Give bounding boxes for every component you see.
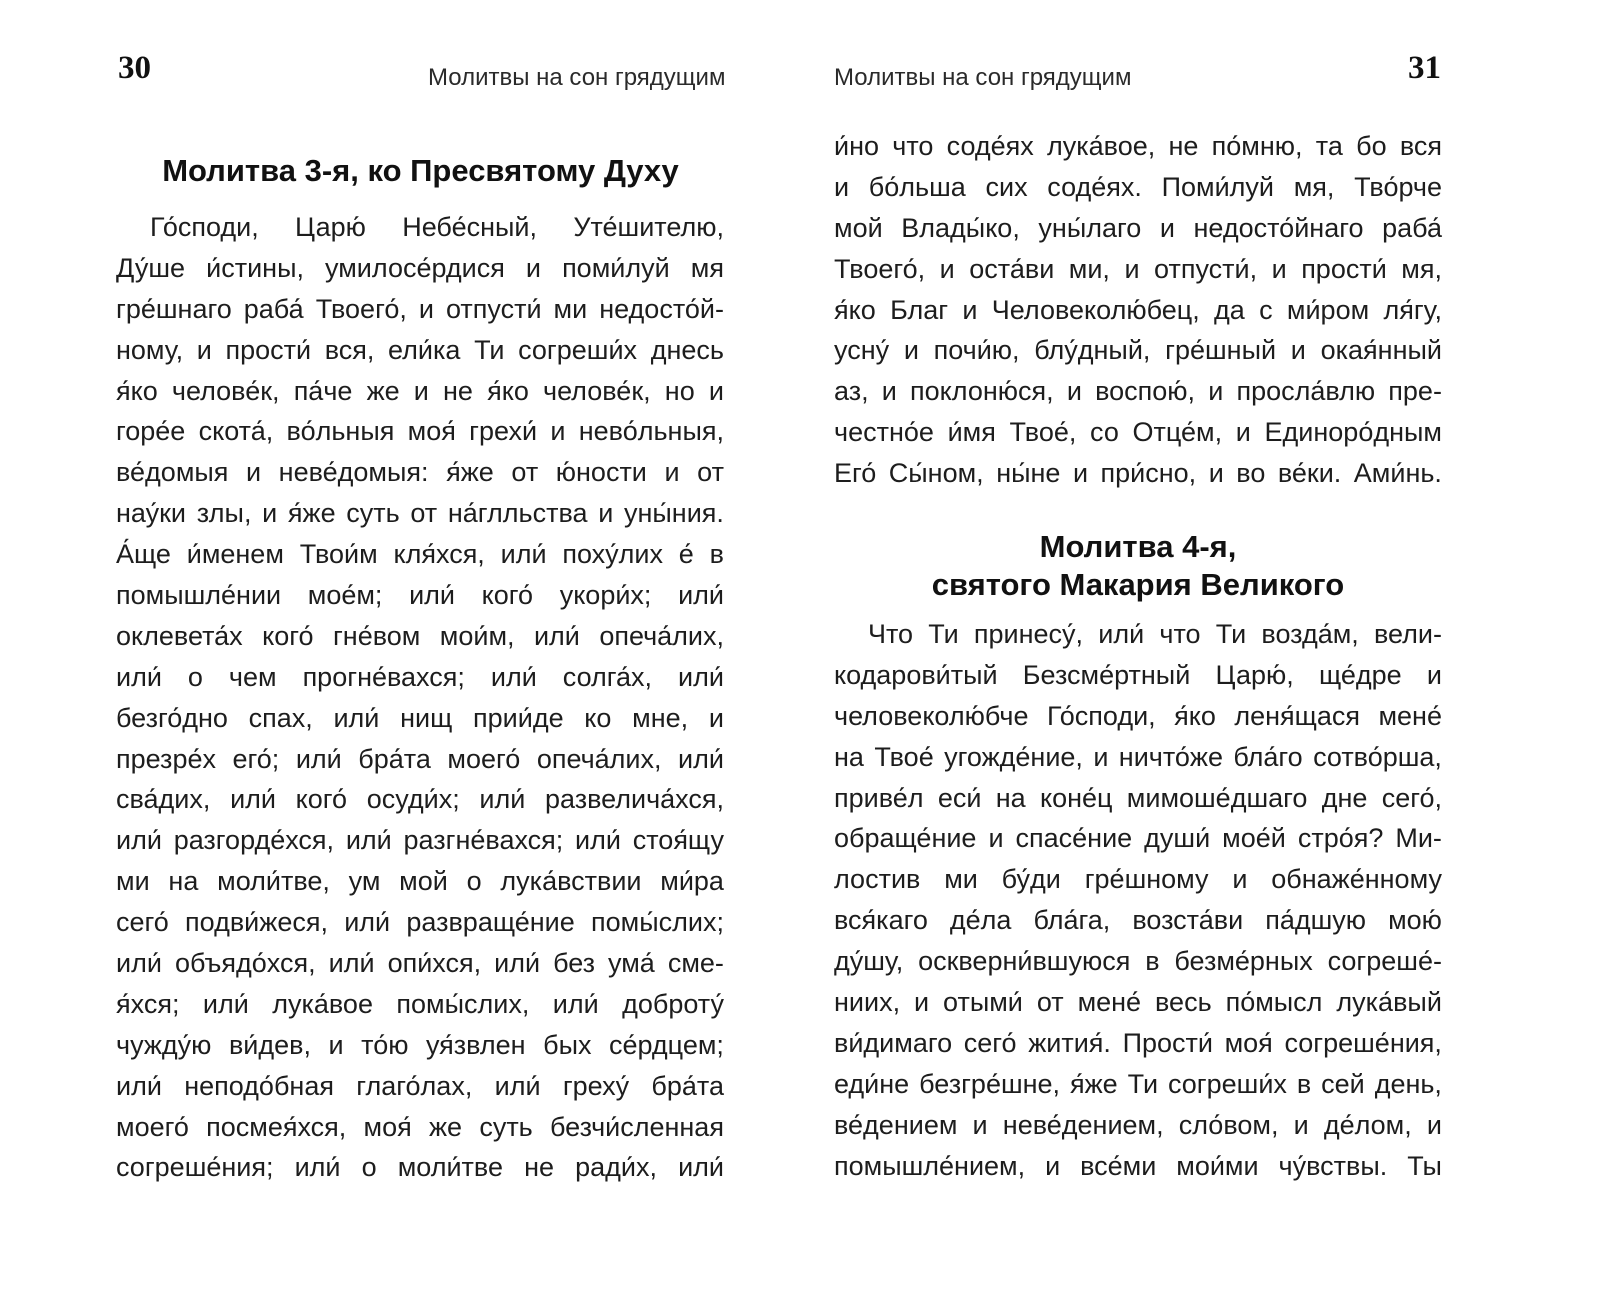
text-line: я́хся; или́ лука́вое помы́слих, или́ доброту́ [116,988,724,1019]
text-line: Ду́ше и́стины, умилосе́рдися и поми́луй мя [116,252,724,283]
text-line: и бо́льша сих соде́ях. Поми́луй мя, Тво́рче [834,171,1442,202]
text-line: презре́х его́; или́ бра́та моего́ опеча́лих, или́ [116,743,724,774]
text-line: или́ объядо́хся, или́ опи́хся, или́ без ума́ сме- [116,948,724,979]
text-line: мой Влады́ко, уны́лаго и недосто́йнаго раба́ [834,212,1442,243]
prayer-3-heading: Молитва 3-я, ко Пресвятому Духу [162,153,679,188]
text-line: или́ разгорде́хся, или́ разгне́вахся; или́ стоя́щу [116,825,724,856]
text-line: еди́не безгре́шне, я́же Ти согреши́х в сей день, [834,1068,1442,1099]
text-line: Его́ Сы́ном, ны́не и при́сно, и во ве́ки. Ами́нь. [834,458,1442,489]
text-line: ниих, и отыми́ от мене́ весь по́мысл лука́вый [834,987,1442,1018]
text-line: ду́шу, оскверни́вшуюся в безме́рных согреше́- [834,946,1442,977]
prayer-3-continuation [834,126,1442,494]
text-line: оклевета́х кого́ гне́вом мои́м, или́ опеча́лих, [116,620,724,651]
text-line: помышле́нием, и все́ми мои́ми чу́вствы. Ты [834,1150,1442,1181]
text-line: помышле́нии мое́м; или́ кого́ укори́х; или́ [116,580,724,611]
text-line: я́ко челове́к, па́че же и не я́ко челове́к, но и [116,375,724,406]
text-line: человеколю́бче Го́споди, я́ко леня́щася мене́ [834,700,1442,731]
text-line: или́ о чем прогне́вахся; или́ солга́х, или́ [116,661,724,692]
text-line: ве́дением и неве́дением, сло́вом, и де́лом, и [834,1109,1442,1140]
prayer-4-heading-line-1: Молитва 4-я, [1039,529,1237,564]
text-line: ви́димаго сего́ жития́. Прости́ моя́ согреше́ния, [834,1027,1442,1058]
text-line: Что Ти принесу́, или́ что Ти возда́м, вели- [868,619,1442,649]
text-line: аз, и поклоню́ся, и воспою́, и просла́влю пре- [834,376,1442,407]
text-line: на Твое́ угожде́ние, и ничто́же бла́го сотво́рша, [834,741,1442,772]
text-line: кодарови́тый Безсме́ртный Царю́, ще́дре и [834,659,1442,690]
page-number: 31 [1408,50,1441,86]
text-line: Го́споди, Царю́ Небе́сный, Уте́шителю, [150,212,724,242]
text-line: безго́дно спах, или́ нищ прии́де ко мне, и [116,702,724,733]
text-line: честно́е и́мя Твое́, со Отце́м, и Единоро́дным [834,417,1442,448]
text-line: или́ неподо́бная глаго́лах, или́ греху́ бра́та [116,1070,724,1101]
text-line: приве́л еси́ на коне́ц мимоше́дшаго дне сего́, [834,782,1442,813]
left-page [0,0,790,1312]
text-line: согреше́ния; или́ о моли́тве не ради́х, или́ [116,1152,724,1183]
text-line: ве́домыя и неве́домыя: я́же от ю́ности и от [116,457,724,488]
running-head: Молитвы на сон грядущим [428,64,726,91]
text-line: и́но что соде́ях лука́вое, не по́мню, та бо вся [834,131,1442,161]
text-line: Твоего́, и оста́ви ми, и отпусти́, и прости́ мя, [834,253,1442,284]
text-line: гре́шнаго раба́ Твоего́, и отпусти́ ми недосто́й- [116,293,724,324]
text-line: ми на моли́тве, ум мой о лука́вствии ми́ра [116,866,724,897]
text-line: нау́ки злы, и я́же суть от на́глльства и уны́ния. [116,498,724,529]
text-line: ному, и прости́ вся, ели́ка Ти согреши́х днесь [116,334,724,365]
text-line: я́ко Благ и Человеколю́бец, да с ми́ром ля́гу, [834,294,1442,325]
text-line: чужду́ю ви́дев, и то́ю уя́звлен бых се́рдцем; [116,1029,724,1060]
text-line: лостив ми бу́ди гре́шному и обнаже́нному [834,864,1442,895]
text-line: обраще́ние и спасе́ние души́ мое́й стро́я? Ми- [834,823,1442,854]
text-line: моего́ посмея́хся, моя́ же суть безчи́сленная [116,1111,724,1142]
text-line: сва́дих, или́ кого́ осуди́х; или́ развелича́хся, [116,784,724,815]
text-line: А́ще и́менем Твои́м кля́хся, или́ поху́лих е́ в [116,539,724,570]
text-line: сего́ подви́жеся, или́ развраще́ние помы́слих; [116,907,724,938]
text-line: горе́е скота́, во́льныя моя́ грехи́ и нево́льныя, [116,416,724,447]
right-page [810,0,1606,1312]
prayer-4-heading [834,528,1442,604]
text-line: вся́каго де́ла бла́га, возста́ви па́дшую мою́ [834,905,1442,936]
prayer-4-heading-line-2: святого Макария Великого [931,567,1345,602]
text-line: усну́ и почи́ю, блу́дный, гре́шный и окая́нный [834,335,1442,366]
page-number: 30 [118,50,151,86]
prayer-3-text [116,207,724,1188]
prayer-4-text [834,614,1442,1186]
running-head: Молитвы на сон грядущим [834,64,1132,91]
